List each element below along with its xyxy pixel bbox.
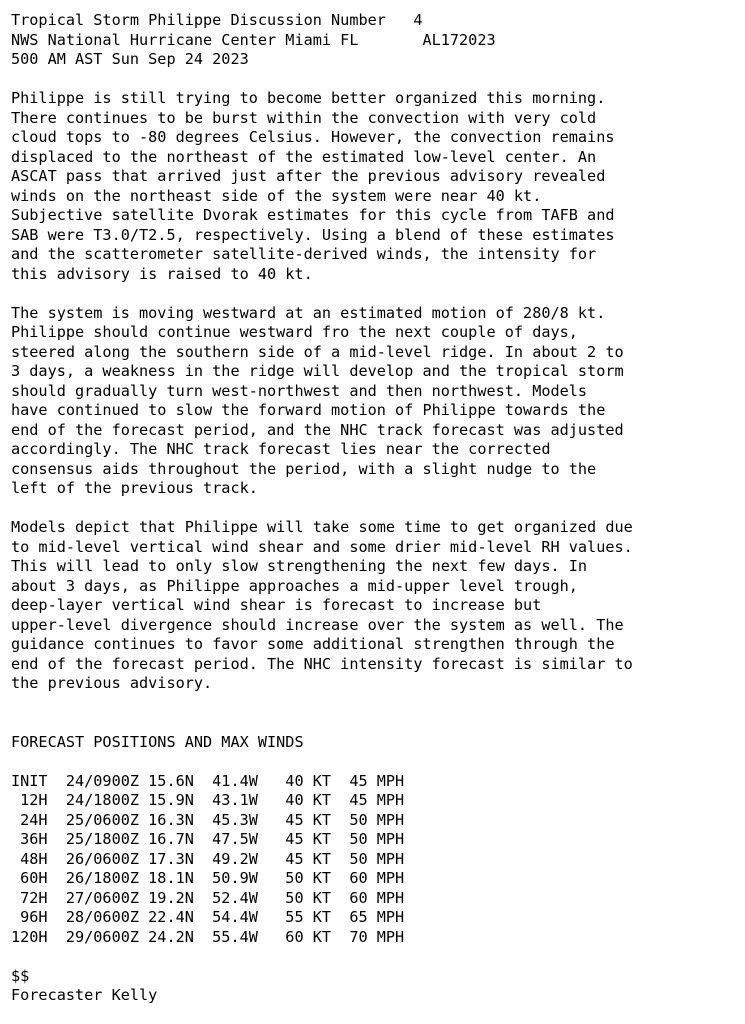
- spacer: [11, 284, 736, 304]
- paragraph-line: about 3 days, as Philippe approaches a mid-upper level trough,: [11, 576, 578, 595]
- forecast-row: 36H 25/1800Z 16.7N 47.5W 45 KT 50 MPH: [11, 830, 405, 848]
- paragraph-line: upper-level divergence should increase over the system as well. The: [11, 615, 624, 634]
- forecaster-signature: Forecaster Kelly: [11, 986, 158, 1004]
- header: [11, 11, 736, 70]
- paragraph-line: Subjective satellite Dvorak estimates for this cycle from TAFB and: [11, 206, 615, 224]
- paragraph-line: Philippe should continue westward fro the next couple of days,: [11, 323, 578, 341]
- paragraph-intensity-forecast: [11, 518, 736, 694]
- product-title: Tropical Storm Philippe Discussion Number 4: [11, 11, 423, 29]
- paragraph-line: winds on the northeast side of the system were near 40 kt.: [11, 186, 542, 205]
- spacer: [11, 694, 736, 733]
- paragraph-line: The system is moving westward at an estimated motion of 280/8 kt.: [11, 303, 606, 322]
- spacer: [11, 947, 736, 967]
- paragraph-line: ASCAT pass that arrived just after the previous advisory revealed: [11, 167, 606, 185]
- paragraph-line: SAB were T3.0/T2.5, respectively. Using a blend of these estimates: [11, 225, 615, 244]
- paragraph-line: consensus aids throughout the period, with a slight nudge to the: [11, 459, 597, 478]
- paragraph-line: displaced to the northeast of the estimated low-level center. An: [11, 147, 597, 166]
- forecast-row: 48H 26/0600Z 17.3N 49.2W 45 KT 50 MPH: [11, 849, 405, 868]
- paragraph-line: There continues to be burst within the convection with very cold: [11, 108, 597, 127]
- paragraph-line: and the scatterometer satellite-derived winds, the intensity for: [11, 245, 597, 263]
- spacer: [11, 752, 736, 772]
- paragraph-line: guidance continues to favor some additional strengthen through the: [11, 635, 615, 653]
- spacer: [11, 499, 736, 519]
- forecast-row: 12H 24/1800Z 15.9N 43.1W 40 KT 45 MPH: [11, 791, 405, 809]
- forecast-row: 120H 29/0600Z 24.2N 55.4W 60 KT 70 MPH: [11, 927, 405, 946]
- issuing-office: NWS National Hurricane Center Miami FL AL172023: [11, 30, 496, 49]
- forecast-row: 96H 28/0600Z 22.4N 54.4W 55 KT 65 MPH: [11, 908, 405, 926]
- paragraph-line: this advisory is raised to 40 kt.: [11, 264, 313, 283]
- paragraph-line: Models depict that Philippe will take some time to get organized due: [11, 518, 633, 536]
- spacer: [11, 70, 736, 90]
- paragraph-line: left of the previous track.: [11, 479, 258, 497]
- paragraph-line: should gradually turn west-northwest and then northwest. Models: [11, 381, 588, 400]
- forecast-heading: FORECAST POSITIONS AND MAX WINDS: [11, 732, 304, 751]
- end-marker: $$: [11, 966, 30, 985]
- paragraph-track: [11, 304, 736, 499]
- footer: [11, 967, 736, 1006]
- issue-time: 500 AM AST Sun Sep 24 2023: [11, 50, 249, 68]
- forecast-row: 60H 26/1800Z 18.1N 50.9W 50 KT 60 MPH: [11, 869, 405, 887]
- paragraph-line: Philippe is still trying to become better organized this morning.: [11, 89, 606, 107]
- paragraph-line: 3 days, a weakness in the ridge will develop and the tropical storm: [11, 362, 624, 380]
- paragraph-line: end of the forecast period, and the NHC track forecast was adjusted: [11, 420, 624, 439]
- paragraph-intensity: [11, 89, 736, 284]
- forecast-row: 24H 25/0600Z 16.3N 45.3W 45 KT 50 MPH: [11, 810, 405, 829]
- forecast-row: INIT 24/0900Z 15.6N 41.4W 40 KT 45 MPH: [11, 771, 405, 790]
- paragraph-line: the previous advisory.: [11, 674, 213, 692]
- forecast-row: 72H 27/0600Z 19.2N 52.4W 50 KT 60 MPH: [11, 888, 405, 907]
- paragraph-line: This will lead to only slow strengthening the next few days. In: [11, 557, 588, 575]
- paragraph-line: to mid-level vertical wind shear and some drier mid-level RH values.: [11, 537, 633, 556]
- paragraph-line: have continued to slow the forward motion of Philippe towards the: [11, 401, 606, 419]
- paragraph-line: end of the forecast period. The NHC intensity forecast is similar to: [11, 654, 633, 673]
- paragraph-line: cloud tops to -80 degrees Celsius. However, the convection remains: [11, 128, 615, 146]
- paragraph-line: steered along the southern side of a mid-level ridge. In about 2 to: [11, 342, 624, 361]
- paragraph-line: deep-layer vertical wind shear is forecast to increase but: [11, 596, 542, 614]
- forecast-table: [11, 733, 736, 948]
- paragraph-line: accordingly. The NHC track forecast lies near the corrected: [11, 440, 551, 458]
- discussion-document: [11, 11, 736, 1006]
